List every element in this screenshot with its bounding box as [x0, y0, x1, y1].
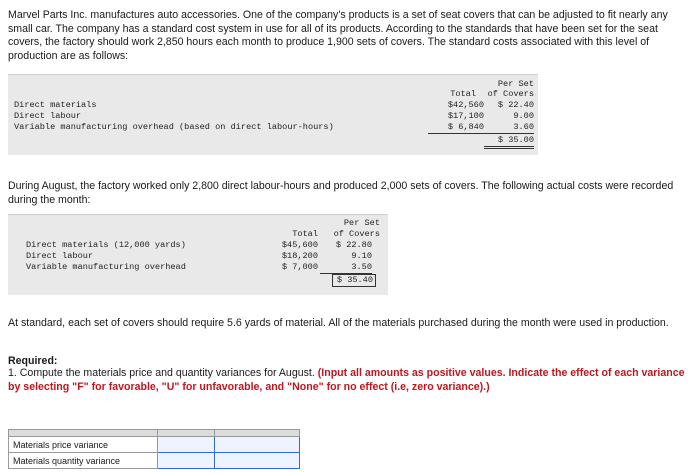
answer-row — [9, 453, 300, 469]
required-text: 1. Compute the materials price and quantity variances for August. — [8, 367, 315, 379]
std-row-label: Direct materials — [14, 100, 97, 110]
required-paragraph — [8, 367, 692, 394]
answer-header-row — [9, 430, 300, 437]
std-row-per-set: 3.60 — [484, 122, 534, 134]
std-row-per-set: $ 22.40 — [497, 100, 534, 110]
required-instructions: (Input all amounts as positive values. Indicate the effect of each variance by selecting "F" for favorable, "U" for unfavorable, and "None" for no effect (i.e, zero variance).) — [8, 367, 685, 393]
act-sum-per-set: $ 35.40 — [332, 274, 376, 287]
price-variance-label: Materials price variance — [9, 437, 158, 453]
std-header-per-set: Per Set — [497, 79, 534, 89]
intro-paragraph: Marvel Parts Inc. manufactures auto accessories. One of the company's products is a set of seat covers that can be adjusted to fit nearly any small car. The company has a standard cost system in use for all of its products. According to the standards that have been set for the seat covers, the factory should work 2,850 hours each month to produce 1,900 sets of covers. The standard costs associated with this level of production are as follows: — [8, 9, 668, 62]
act-row-label: Direct materials (12,000 yards) — [26, 240, 186, 250]
std-row-per-set: 9.00 — [513, 111, 534, 121]
std-row-total: $ 6,840 — [428, 122, 484, 134]
actual-cost-table — [8, 214, 388, 295]
quantity-variance-effect-select[interactable] — [215, 453, 300, 469]
act-row-total: $18,200 — [281, 251, 318, 261]
act-row-per-set: 9.10 — [351, 251, 372, 261]
act-row-per-set: 3.50 — [320, 262, 372, 274]
std-row-total: $42,560 — [447, 100, 484, 110]
std-row-label: Direct labour — [14, 111, 82, 121]
act-header-total: Total — [292, 229, 318, 239]
standard-note: At standard, each set of covers should require 5.6 yards of material. All of the materials purchased during the month were used in production. — [8, 317, 669, 329]
std-row-total: $17,100 — [447, 111, 484, 121]
act-row-total: $45,600 — [281, 240, 318, 250]
act-row-label: Direct labour — [26, 251, 94, 261]
answer-row — [9, 437, 300, 453]
std-header-total: Total — [450, 89, 476, 99]
act-row-total: $ 7,000 — [281, 262, 318, 272]
act-header-of-covers: of Covers — [333, 229, 380, 239]
act-row-per-set: $ 22.80 — [335, 240, 372, 250]
standard-cost-table — [8, 74, 538, 155]
august-paragraph: During August, the factory worked only 2,800 direct labour-hours and produced 2,000 sets of covers. The following actual costs were recorded during the month: — [8, 180, 674, 206]
std-header-of-covers: of Covers — [487, 89, 534, 99]
price-variance-amount-input[interactable] — [158, 437, 215, 453]
answer-table — [8, 429, 300, 469]
price-variance-effect-select[interactable] — [215, 437, 300, 453]
quantity-variance-label: Materials quantity variance — [9, 453, 158, 469]
std-sum-per-set: $ 35.00 — [484, 135, 534, 149]
std-row-label: Variable manufacturing overhead (based on direct labour-hours) — [14, 122, 334, 132]
act-header-per-set: Per Set — [343, 218, 380, 228]
required-heading: Required: — [8, 355, 58, 367]
act-row-label: Variable manufacturing overhead — [26, 262, 186, 272]
quantity-variance-amount-input[interactable] — [158, 453, 215, 469]
